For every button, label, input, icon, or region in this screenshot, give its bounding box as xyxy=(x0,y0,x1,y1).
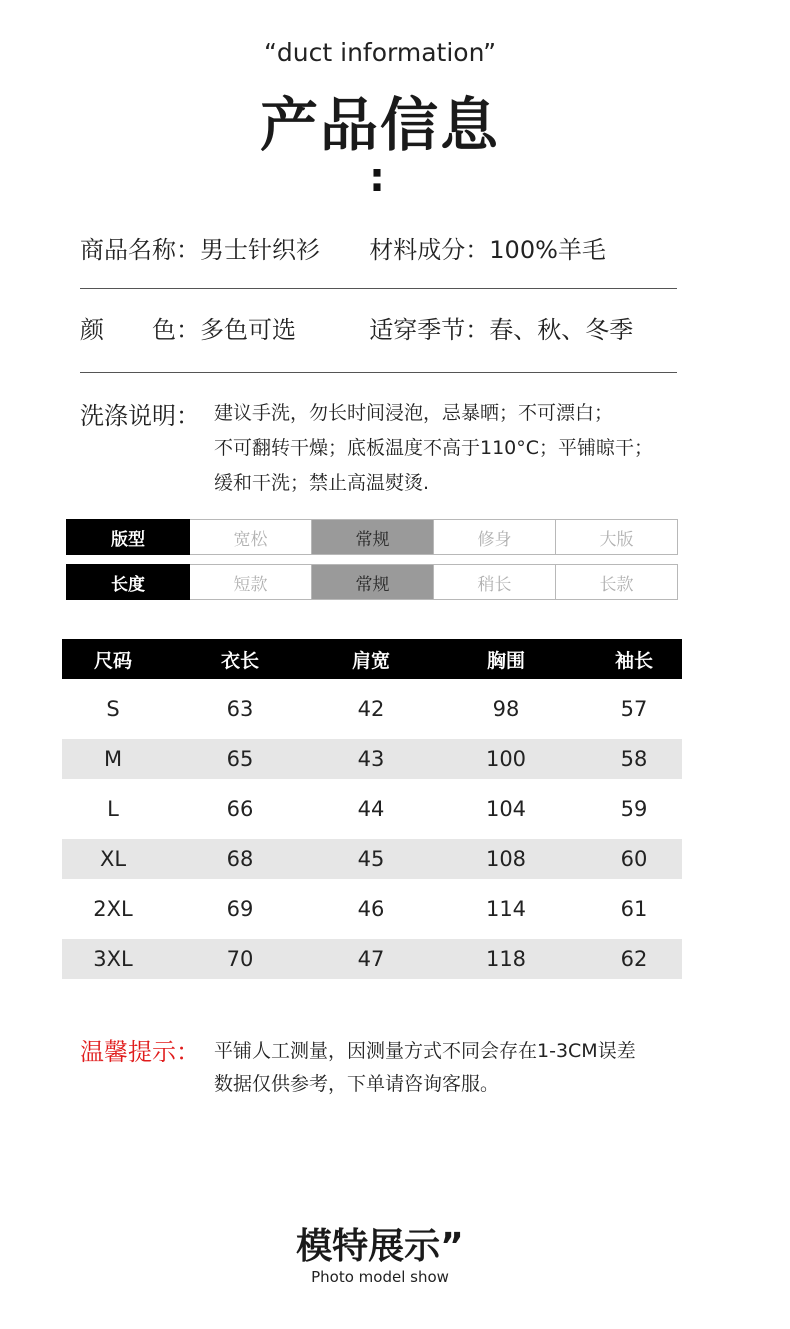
season-value: 春、秋、冬季 xyxy=(489,316,634,344)
table-row xyxy=(62,789,682,829)
wash-line: 建议手洗，勿长时间浸泡，忌暴晒；不可漂白； xyxy=(214,402,614,424)
shoulder-cell: 47 xyxy=(357,947,385,971)
model-title: 模特展示” xyxy=(296,1226,464,1267)
table-row xyxy=(62,939,682,979)
table-row xyxy=(62,839,682,879)
header-cell: 衣长 xyxy=(220,649,259,672)
info-row-color-season xyxy=(80,310,633,345)
sleeve-cell: 57 xyxy=(620,697,648,721)
length-row xyxy=(66,564,678,600)
shoulder-cell: 46 xyxy=(357,897,385,921)
chest-cell: 100 xyxy=(485,747,527,771)
sleeve-cell: 61 xyxy=(620,897,648,921)
size-cell: S xyxy=(106,697,120,721)
size-cell: XL xyxy=(99,847,127,871)
color-label: 颜 色： xyxy=(80,316,200,344)
chest-cell: 108 xyxy=(485,847,527,871)
fit-label: 版型 xyxy=(66,519,190,555)
fit-option: 修身 xyxy=(434,519,556,555)
size-table xyxy=(62,639,682,979)
shoulder-cell: 43 xyxy=(357,747,385,771)
name-label: 商品名称： xyxy=(80,236,200,264)
length-cell: 65 xyxy=(226,747,254,771)
sleeve-cell: 58 xyxy=(620,747,648,771)
wash-label: 洗涤说明： xyxy=(80,402,200,430)
tip-line: 平铺人工测量，因测量方式不同会存在1-3CM误差 xyxy=(214,1040,636,1062)
chest-cell: 114 xyxy=(485,897,527,921)
length-cell: 63 xyxy=(226,697,254,721)
size-cell: M xyxy=(103,747,123,771)
size-cell: L xyxy=(107,797,119,821)
shoulder-cell: 44 xyxy=(357,797,385,821)
wash-line: 缓和干洗；禁止高温熨烫. xyxy=(214,472,430,494)
divider xyxy=(80,372,677,373)
model-subtitle: Photo model show xyxy=(311,1268,449,1286)
length-cell: 68 xyxy=(226,847,254,871)
length-cell: 69 xyxy=(226,897,254,921)
chest-cell: 118 xyxy=(485,947,527,971)
subtitle-en: “duct information” xyxy=(263,38,497,67)
length-option: 短款 xyxy=(190,564,312,600)
header-cell: 袖长 xyxy=(614,649,653,672)
size-cell: 2XL xyxy=(93,897,133,921)
length-option: 长款 xyxy=(556,564,678,600)
season-label: 适穿季节： xyxy=(369,316,490,344)
info-row-name-material xyxy=(80,230,606,265)
tip-line: 数据仅供参考，下单请咨询客服。 xyxy=(214,1073,500,1095)
length-label: 长度 xyxy=(66,564,190,600)
fit-option-selected: 常规 xyxy=(312,519,434,555)
chest-cell: 104 xyxy=(485,797,527,821)
size-cell: 3XL xyxy=(93,947,133,971)
fit-option: 大版 xyxy=(556,519,678,555)
chest-cell: 98 xyxy=(492,697,520,721)
shoulder-cell: 42 xyxy=(357,697,385,721)
material-label: 材料成分： xyxy=(369,236,490,264)
size-table-header xyxy=(62,639,682,679)
length-option: 稍长 xyxy=(434,564,556,600)
wash-instructions xyxy=(214,396,734,501)
header-cell: 尺码 xyxy=(93,649,132,672)
shoulder-cell: 45 xyxy=(357,847,385,871)
length-cell: 66 xyxy=(226,797,254,821)
divider xyxy=(80,288,677,289)
sleeve-cell: 62 xyxy=(620,947,648,971)
sleeve-cell: 60 xyxy=(620,847,648,871)
page-title: 产品信息 xyxy=(259,91,500,159)
material-value: 100%羊毛 xyxy=(489,236,606,264)
fit-row xyxy=(66,519,678,555)
tip-text xyxy=(214,1035,694,1101)
table-row xyxy=(62,889,682,929)
header-cell: 胸围 xyxy=(486,649,525,672)
name-value: 男士针织衫 xyxy=(200,236,320,264)
header-cell: 肩宽 xyxy=(351,649,390,672)
color-value: 多色可选 xyxy=(200,316,296,344)
tip-label: 温馨提示： xyxy=(80,1038,200,1066)
length-option-selected: 常规 xyxy=(312,564,434,600)
wash-line: 不可翻转干燥；底板温度不高于110°C；平铺晾干； xyxy=(214,437,654,459)
length-cell: 70 xyxy=(226,947,254,971)
fit-option: 宽松 xyxy=(190,519,312,555)
table-row xyxy=(62,739,682,779)
colon-mark: : xyxy=(369,155,385,201)
table-row xyxy=(62,689,682,729)
sleeve-cell: 59 xyxy=(620,797,648,821)
